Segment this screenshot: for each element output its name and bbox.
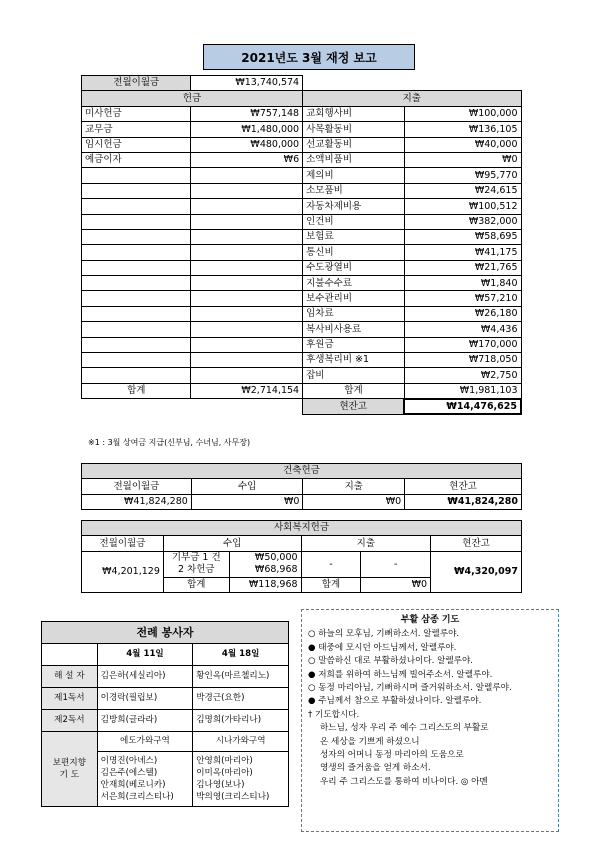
prayer-mark-icon: ○ bbox=[308, 683, 316, 694]
income-item-label bbox=[82, 337, 191, 352]
service-role-line: 보편지향 bbox=[52, 758, 86, 768]
income-item-label bbox=[82, 214, 191, 229]
expense-item-label: 수도광열비 bbox=[303, 260, 405, 275]
income-item-value: ₩1,480,000 bbox=[191, 122, 303, 137]
expense-item-label: 보수관리비 bbox=[303, 291, 405, 306]
finance-row bbox=[82, 122, 522, 137]
welfare-income-item-value: ₩68,968 bbox=[254, 564, 298, 576]
service-role-prayers bbox=[42, 732, 98, 807]
welfare-income-total-value: ₩118,968 bbox=[229, 577, 301, 592]
finance-row bbox=[82, 229, 522, 244]
income-item-label bbox=[82, 260, 191, 275]
finance-row bbox=[82, 260, 522, 275]
building-balance-value: ₩41,824,280 bbox=[405, 494, 522, 509]
service-role: 제2독서 bbox=[42, 710, 98, 732]
welfare-fund-title: 사회복지헌금 bbox=[82, 521, 522, 536]
expense-item-value: ₩40,000 bbox=[404, 137, 521, 152]
expense-item-value: ₩57,210 bbox=[404, 291, 521, 306]
finance-table bbox=[81, 75, 522, 415]
prayer-body-line: 영생의 즐거움을 얻게 하소서. bbox=[320, 763, 431, 774]
income-item-label bbox=[82, 276, 191, 291]
building-header: 현잔고 bbox=[405, 479, 522, 494]
prev-balance-label: 전월이월금 bbox=[82, 76, 191, 91]
income-header: 헌금 bbox=[82, 91, 303, 106]
finance-row bbox=[82, 183, 522, 198]
service-title: 전례 봉사자 bbox=[42, 622, 289, 644]
expense-item-label: 소액비품비 bbox=[303, 152, 405, 167]
prayer-mark-icon: ○ bbox=[308, 629, 316, 640]
building-fund-title: 건축헌금 bbox=[82, 464, 522, 479]
service-name: 박경근(요한) bbox=[193, 688, 289, 710]
prayer-mark-icon: ● bbox=[308, 669, 316, 680]
income-item-label bbox=[82, 199, 191, 214]
prayer-mark-icon: † bbox=[308, 709, 313, 720]
income-item-label bbox=[82, 183, 191, 198]
service-zone: 에도가와구역 bbox=[97, 732, 193, 752]
income-item-value bbox=[191, 183, 303, 198]
welfare-fund-table bbox=[81, 520, 522, 593]
expense-item-label: 통신비 bbox=[303, 245, 405, 260]
welfare-prev-value: ₩4,201,129 bbox=[82, 551, 164, 592]
finance-row bbox=[82, 199, 522, 214]
service-name: 김은하(세실리아) bbox=[97, 666, 193, 688]
expense-item-label: 잡비 bbox=[303, 368, 405, 383]
service-date: 4월 18일 bbox=[193, 644, 289, 666]
expense-item-label: 교회행사비 bbox=[303, 106, 405, 121]
income-item-value: ₩6 bbox=[191, 152, 303, 167]
prayer-line bbox=[308, 642, 552, 655]
prayer-body-line: 우리 주 그리스도를 통하여 비나이다. ◎ 아멘 bbox=[320, 776, 488, 787]
finance-row bbox=[82, 137, 522, 152]
prayer-body-line: 온 세상을 기쁘게 하셨으니 bbox=[320, 736, 420, 747]
expense-item-label: 사목활동비 bbox=[303, 122, 405, 137]
prayer-box bbox=[301, 609, 559, 832]
welfare-income-values bbox=[229, 551, 301, 577]
income-item-value bbox=[191, 291, 303, 306]
service-name: 김은주(에스텔) bbox=[100, 768, 158, 778]
expense-item-value: ₩58,695 bbox=[404, 229, 521, 244]
service-date: 4월 11일 bbox=[97, 644, 193, 666]
income-item-value bbox=[191, 199, 303, 214]
income-item-label bbox=[82, 322, 191, 337]
prayer-line bbox=[308, 709, 552, 722]
income-item-label bbox=[82, 291, 191, 306]
footnote: ※1 : 3월 상여금 지급(신부님, 수녀님, 사무장) bbox=[88, 438, 251, 447]
prayer-text: 저희를 위하여 하느님께 빌어주소서. 알렐루야. bbox=[318, 669, 493, 680]
service-name: 이경락(필립보) bbox=[97, 688, 193, 710]
income-item-value bbox=[191, 168, 303, 183]
service-name: 이미옥(마리아) bbox=[196, 768, 253, 778]
income-item-label bbox=[82, 168, 191, 183]
finance-row bbox=[82, 322, 522, 337]
income-item-label: 임시헌금 bbox=[82, 137, 191, 152]
finance-row bbox=[82, 353, 522, 368]
building-expense-value: ₩0 bbox=[303, 494, 405, 509]
building-header: 전월이월금 bbox=[82, 479, 192, 494]
expense-total-value: ₩1,981,103 bbox=[404, 383, 521, 398]
welfare-header: 수입 bbox=[163, 536, 301, 551]
welfare-header: 현잔고 bbox=[431, 536, 522, 551]
expense-item-value: ₩95,770 bbox=[404, 168, 521, 183]
expense-item-value: ₩0 bbox=[404, 152, 521, 167]
finance-row bbox=[82, 214, 522, 229]
income-item-label bbox=[82, 306, 191, 321]
expense-header: 지출 bbox=[303, 91, 521, 106]
finance-row bbox=[82, 368, 522, 383]
liturgy-service-table bbox=[41, 621, 289, 807]
prayer-line bbox=[308, 682, 552, 695]
expense-item-value: ₩100,512 bbox=[404, 199, 521, 214]
finance-row bbox=[82, 337, 522, 352]
income-item-value bbox=[191, 353, 303, 368]
expense-item-label: 후생복리비 ※1 bbox=[303, 353, 405, 368]
expense-item-value: ₩2,750 bbox=[404, 368, 521, 383]
income-item-value bbox=[191, 260, 303, 275]
prayer-text: 기도합시다. bbox=[315, 709, 360, 720]
income-item-value bbox=[191, 245, 303, 260]
expense-total-label: 합계 bbox=[303, 383, 405, 398]
expense-item-label: 제의비 bbox=[303, 168, 405, 183]
expense-item-label: 자동차제비용 bbox=[303, 199, 405, 214]
welfare-header: 지출 bbox=[301, 536, 431, 551]
welfare-income-labels bbox=[163, 551, 229, 577]
welfare-income-item-value: ₩50,000 bbox=[254, 552, 298, 564]
income-item-value bbox=[191, 214, 303, 229]
prayer-text: 말씀하신 대로 부활하셨나이다. 알렐루야. bbox=[318, 656, 474, 667]
prayer-line bbox=[308, 695, 552, 708]
expense-item-label: 지불수수료 bbox=[303, 276, 405, 291]
service-role: 제1독서 bbox=[42, 688, 98, 710]
income-item-value bbox=[191, 306, 303, 321]
service-name: 안재희(베로니카) bbox=[100, 780, 166, 790]
expense-item-label: 임차료 bbox=[303, 306, 405, 321]
prayer-text: 태중에 모시던 아드님께서, 알렐루야. bbox=[318, 642, 457, 653]
income-item-value bbox=[191, 322, 303, 337]
building-header: 지출 bbox=[303, 479, 405, 494]
income-item-label bbox=[82, 229, 191, 244]
expense-item-label: 인건비 bbox=[303, 214, 405, 229]
income-item-label: 교무금 bbox=[82, 122, 191, 137]
expense-item-value: ₩4,436 bbox=[404, 322, 521, 337]
income-item-label: 미사헌금 bbox=[82, 106, 191, 121]
service-zone: 시나가와구역 bbox=[193, 732, 289, 752]
income-total-label: 합계 bbox=[82, 383, 191, 398]
service-name: 김명희(가타리나) bbox=[193, 710, 289, 732]
expense-item-value: ₩24,615 bbox=[404, 183, 521, 198]
income-item-label bbox=[82, 353, 191, 368]
prayer-body-line: 성자의 어머니 동정 마리아의 도움으로 bbox=[320, 750, 464, 761]
building-prev-value: ₩41,824,280 bbox=[82, 494, 192, 509]
service-name: 이명진(아녜스) bbox=[100, 756, 158, 766]
expense-item-label: 보험료 bbox=[303, 229, 405, 244]
income-item-value: ₩480,000 bbox=[191, 137, 303, 152]
prayer-line bbox=[308, 669, 552, 682]
service-name: 황인옥(마르첼리노) bbox=[193, 666, 289, 688]
expense-item-label: 선교활동비 bbox=[303, 137, 405, 152]
finance-row bbox=[82, 276, 522, 291]
welfare-header: 전월이월금 bbox=[82, 536, 164, 551]
income-item-value bbox=[191, 337, 303, 352]
income-item-value: ₩757,148 bbox=[191, 106, 303, 121]
expense-item-label: 후원금 bbox=[303, 337, 405, 352]
finance-row bbox=[82, 152, 522, 167]
expense-item-value: ₩1,840 bbox=[404, 276, 521, 291]
welfare-expense-total-label: 합계 bbox=[301, 577, 361, 592]
prayer-mark-icon: ● bbox=[308, 696, 316, 707]
building-income-value: ₩0 bbox=[191, 494, 303, 509]
service-name: 박의영(크리스티나) bbox=[196, 792, 270, 802]
building-header: 수입 bbox=[191, 479, 303, 494]
expense-item-value: ₩100,000 bbox=[404, 106, 521, 121]
welfare-expense-dash: - bbox=[361, 551, 431, 577]
welfare-balance-value: ₩4,320,097 bbox=[431, 551, 522, 592]
income-item-value bbox=[191, 276, 303, 291]
service-name: 서은희(크리스티나) bbox=[100, 792, 174, 802]
service-role: 해 설 자 bbox=[42, 666, 98, 688]
expense-item-label: 복사비사용료 bbox=[303, 322, 405, 337]
service-name: 김방희(글라라) bbox=[97, 710, 193, 732]
finance-row bbox=[82, 306, 522, 321]
finance-row bbox=[82, 291, 522, 306]
current-balance-label: 현잔고 bbox=[303, 399, 405, 414]
service-name-list bbox=[193, 752, 289, 807]
income-item-label bbox=[82, 368, 191, 383]
income-item-label: 예금이자 bbox=[82, 152, 191, 167]
service-name-list bbox=[97, 752, 193, 807]
page-title: 2021년도 3월 재정 보고 bbox=[203, 44, 415, 70]
prayer-mark-icon: ● bbox=[308, 642, 316, 653]
prayer-text: 주님께서 참으로 부활하셨나이다. 알렐루야. bbox=[318, 696, 482, 707]
prayer-text: 동정 마리아님, 기뻐하시며 즐거워하소서. 알렐루야. bbox=[318, 683, 512, 694]
expense-item-value: ₩41,175 bbox=[404, 245, 521, 260]
income-item-label bbox=[82, 245, 191, 260]
income-item-value bbox=[191, 368, 303, 383]
expense-item-value: ₩718,050 bbox=[404, 353, 521, 368]
expense-item-label: 소모품비 bbox=[303, 183, 405, 198]
prayer-line bbox=[308, 655, 552, 668]
welfare-expense-dash: - bbox=[301, 551, 361, 577]
welfare-income-item-label: 기부금 1 건 bbox=[171, 552, 221, 564]
expense-item-value: ₩170,000 bbox=[404, 337, 521, 352]
finance-row bbox=[82, 106, 522, 121]
prayer-line bbox=[308, 628, 552, 641]
prev-balance-value: ₩13,740,574 bbox=[191, 76, 303, 91]
prayer-text: 하늘의 모후님, 기뻐하소서. 알렐루야. bbox=[318, 629, 460, 640]
finance-row bbox=[82, 168, 522, 183]
prayer-mark-icon: ○ bbox=[308, 656, 316, 667]
service-name: 안영희(마리아) bbox=[196, 756, 253, 766]
welfare-income-item-label: 2 차헌금 bbox=[177, 564, 215, 576]
finance-row bbox=[82, 245, 522, 260]
welfare-expense-total-value: ₩0 bbox=[361, 577, 431, 592]
income-item-value bbox=[191, 229, 303, 244]
current-balance-value: ₩14,476,625 bbox=[404, 399, 521, 414]
service-name: 김나영(보나) bbox=[196, 780, 245, 790]
income-total-value: ₩2,714,154 bbox=[191, 383, 303, 398]
expense-item-value: ₩21,765 bbox=[404, 260, 521, 275]
expense-item-value: ₩26,180 bbox=[404, 306, 521, 321]
building-fund-table bbox=[81, 463, 522, 510]
expense-item-value: ₩382,000 bbox=[404, 214, 521, 229]
service-role-line: 기 도 bbox=[59, 770, 79, 780]
prayer-title: 부활 삼종 기도 bbox=[400, 615, 460, 625]
prayer-body-line: 하느님, 성자 우리 주 예수 그리스도의 부활로 bbox=[320, 723, 489, 734]
expense-item-value: ₩136,105 bbox=[404, 122, 521, 137]
welfare-income-total-label: 합계 bbox=[163, 577, 229, 592]
